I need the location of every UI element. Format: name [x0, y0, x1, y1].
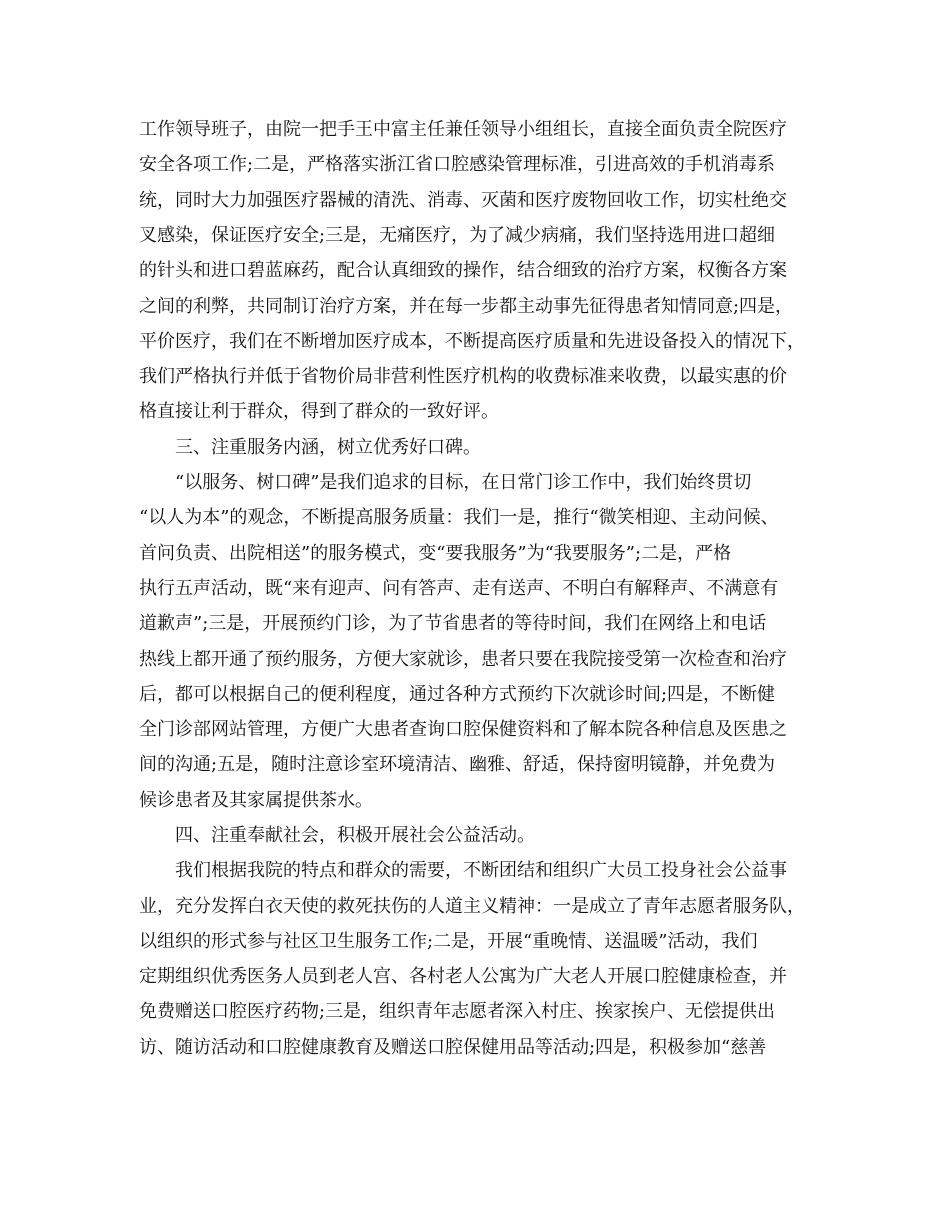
text-line: 格直接让利于群众，得到了群众的一致好评。: [139, 401, 499, 422]
text-line: 工作领导班子，由院一把手王中富主任兼任领导小组组长，直接全面负责全院医疗: [139, 119, 787, 140]
text-line: 叉感染，保证医疗安全;三是，无痛医疗，为了减少病痛，我们坚持选用进口超细: [139, 225, 776, 246]
text-line: 安全各项工作;二是，严格落实浙江省口腔感染管理标准，引进高效的手机消毒系: [139, 154, 776, 175]
text-line: 访、随访活动和口腔健康教育及赠送口腔保健用品等活动;四是，积极参加“慈善: [139, 1037, 767, 1058]
text-line: 候诊患者及其家属提供茶水。: [139, 790, 373, 811]
text-line: 道歉声”;三是，开展预约门诊，为了节省患者的等待时间，我们在网络上和电话: [139, 613, 767, 634]
text-line: 首问负责、出院相送”的服务模式，变“要我服务”为“我要服务”;二是，严格: [139, 543, 732, 564]
text-line: 执行五声活动，既“来有迎声、问有答声、走有送声、不明白有解释声、不满意有: [139, 578, 779, 599]
text-line: 间的沟通;五是，随时注意诊室环境清洁、幽雅、舒适，保持窗明镜静，并免费为: [139, 754, 776, 775]
text-line: 以组织的形式参与社区卫生服务工作;二是，开展“重晚情、送温暖”活动，我们: [139, 931, 758, 952]
paragraph-start-line: 三、注重服务内涵，树立优秀好口碑。: [175, 437, 481, 458]
text-line: 全门诊部网站管理，方便广大患者查询口腔保健资料和了解本院各种信息及医患之: [139, 719, 787, 740]
text-line: “以人为本”的观念，不断提高服务质量：我们一是，推行“微笑相迎、主动问候、: [139, 507, 779, 528]
paragraph-start-line: 四、注重奉献社会，积极开展社会公益活动。: [175, 825, 535, 846]
paragraph-start-line: 我们根据我院的特点和群众的需要，不断团结和组织广大员工投身社会公益事: [175, 860, 787, 881]
text-line: 业，充分发挥白衣天使的救死扶伤的人道主义精神：一是成立了青年志愿者服务队，: [139, 896, 805, 917]
text-line: 平价医疗，我们在不断增加医疗成本，不断提高医疗质量和先进设备投入的情况下，: [139, 331, 805, 352]
text-line: 之间的利弊，共同制订治疗方案，并在每一步都主动事先征得患者知情同意;四是，: [139, 296, 794, 317]
text-line: 热线上都开通了预约服务，方便大家就诊，患者只要在我院接受第一次检查和治疗: [139, 649, 787, 670]
text-line: 免费赠送口腔医疗药物;三是，组织青年志愿者深入村庄、挨家挨户、无偿提供出: [139, 1001, 776, 1022]
paragraph-start-line: “以服务、树口碑”是我们追求的目标，在日常门诊工作中，我们始终贯切: [175, 472, 752, 493]
text-line: 统，同时大力加强医疗器械的清洗、消毒、灭菌和医疗废物回收工作，切实杜绝交: [139, 190, 787, 211]
text-line: 后，都可以根据自己的便利程度，通过各种方式预约下次就诊时间;四是，不断健: [139, 684, 776, 705]
text-line: 的针头和进口碧蓝麻药，配合认真细致的操作，结合细致的治疗方案，权衡各方案: [139, 260, 787, 281]
text-line: 定期组织优秀医务人员到老人宫、各村老人公寓为广大老人开展口腔健康检查，并: [139, 966, 787, 987]
text-line: 我们严格执行并低于省物价局非营利性医疗机构的收费标准来收费，以最实惠的价: [139, 366, 787, 387]
